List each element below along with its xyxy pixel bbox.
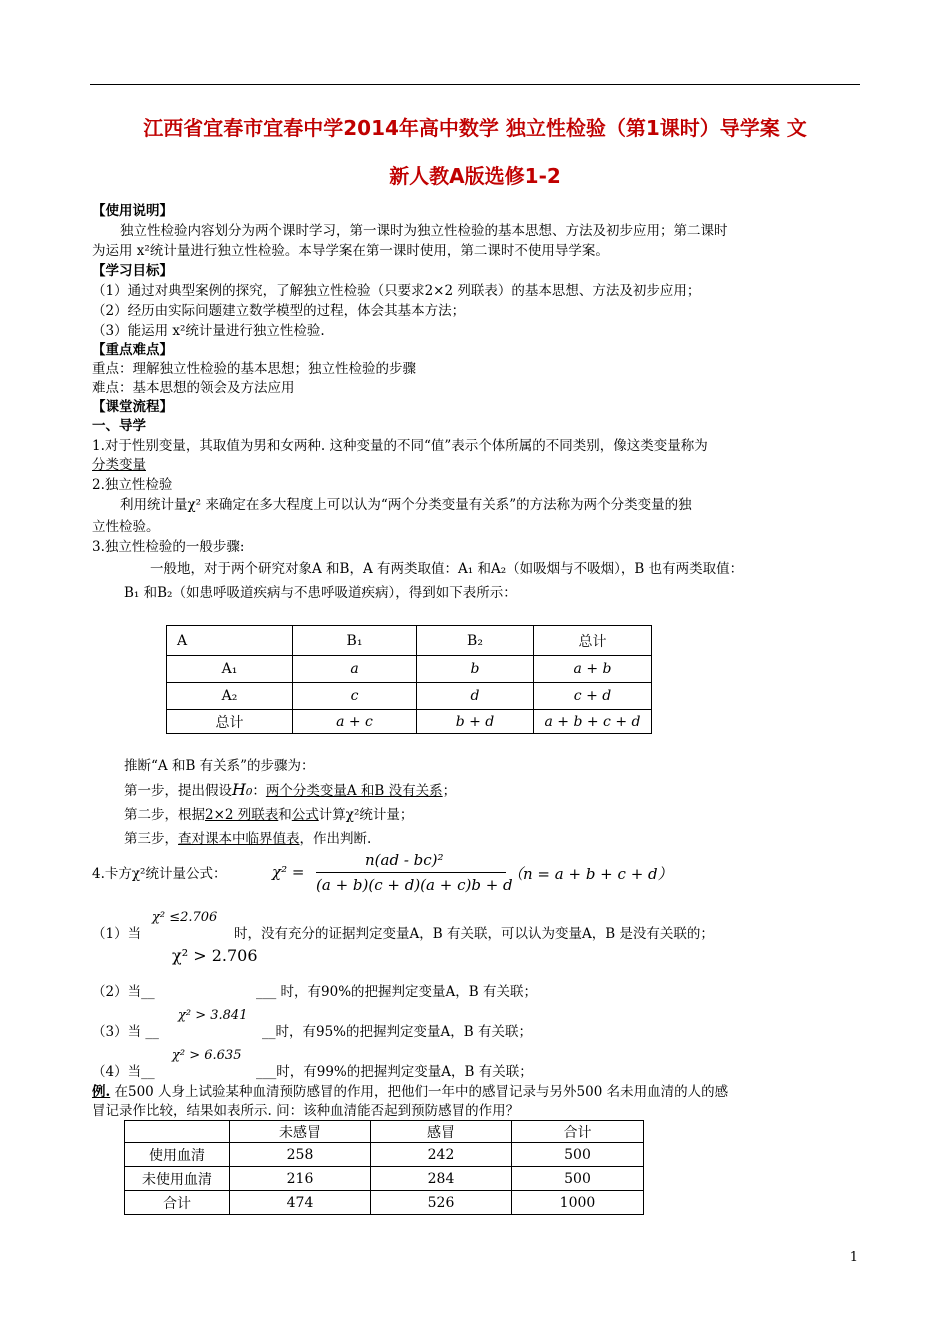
paragraph-1a: 1.对于性别变量，其取值为男和女两种. 这种变量的不同“值”表示个体所属的不同类别，像这类变量称为 xyxy=(92,438,708,454)
table-cell xyxy=(125,1121,230,1143)
key-point-2: 难点：基本思想的领会及方法应用 xyxy=(92,380,295,396)
step-1-colon: ： xyxy=(252,783,266,799)
key-header: 【重点难点】 xyxy=(92,342,173,358)
step-2 xyxy=(124,806,413,824)
case-4-expression: χ² > 6.635 xyxy=(172,1048,242,1063)
table-cell: a xyxy=(293,656,417,683)
table-cell: B₁ xyxy=(293,626,417,656)
case-1-text: 时，没有充分的证据判定变量A，B 有关联，可以认为变量A，B 是没有关联的； xyxy=(234,926,714,942)
table-row xyxy=(167,710,652,734)
usage-header: 【使用说明】 xyxy=(92,203,173,219)
table-cell: d xyxy=(417,683,534,710)
formula-lhs: χ² = xyxy=(272,863,305,881)
table-header-row xyxy=(125,1121,644,1143)
table-cell: 使用血清 xyxy=(125,1143,230,1167)
table-cell: b + d xyxy=(417,710,534,734)
table-cell: A xyxy=(167,626,293,656)
flow-header: 【课堂流程】 xyxy=(92,399,173,415)
case-1-expression: χ² ≤2.706 xyxy=(152,910,218,925)
table-cell: 合计 xyxy=(512,1121,644,1143)
table-cell: 1000 xyxy=(512,1191,644,1215)
step-2-and: 和 xyxy=(278,807,292,823)
table-cell: a + b xyxy=(534,656,652,683)
table-cell: 474 xyxy=(230,1191,371,1215)
step-3 xyxy=(124,830,371,848)
table-row xyxy=(125,1167,644,1191)
table-cell: A₁ xyxy=(167,656,293,683)
case-1-prefix: （1）当 xyxy=(92,926,142,942)
example-line-2: 冒记录作比较，结果如表所示. 问：该种血清能否起到预防感冒的作用？ xyxy=(92,1103,520,1119)
table-cell: 242 xyxy=(371,1143,512,1167)
serum-table xyxy=(124,1120,644,1215)
formula-label: 4.卡方χ²统计量公式： xyxy=(92,866,227,882)
case-2-text: ___ 时，有90%的把握判定变量A，B 有关联； xyxy=(256,984,538,1000)
page-number: 1 xyxy=(849,1250,858,1265)
step-2-formula-ref: 公式 xyxy=(291,807,319,823)
table-cell: 526 xyxy=(371,1191,512,1215)
table-row xyxy=(125,1191,644,1215)
step-1-prefix: 第一步，提出假设 xyxy=(124,783,232,799)
table-header-row xyxy=(167,626,652,656)
table-cell: 258 xyxy=(230,1143,371,1167)
paragraph-2: 2.独立性检验 xyxy=(92,477,173,493)
section-1-title: 一、导学 xyxy=(92,418,146,434)
paragraph-2a: 利用统计量χ² 来确定在多大程度上可以认为“两个分类变量有关系”的方法称为两个分类变量的独 xyxy=(120,497,692,513)
case-2-prefix: （2）当__ xyxy=(92,984,155,1000)
table-cell: B₂ xyxy=(417,626,534,656)
step-1 xyxy=(124,781,456,800)
table-cell: 未使用血清 xyxy=(125,1167,230,1191)
title-line-1: 江西省宜春市宜春中学2014年高中数学 独立性检验（第1课时）导学案 文 xyxy=(143,116,807,140)
step-3-prefix: 第三步， xyxy=(124,831,178,847)
table-cell: A₂ xyxy=(167,683,293,710)
case-1-large-expression: χ² > 2.706 xyxy=(172,946,258,965)
hypothesis-symbol: H₀ xyxy=(232,780,253,799)
table-cell: a + c xyxy=(293,710,417,734)
table-cell: b xyxy=(417,656,534,683)
goal-1: （1）通过对典型案例的探究，了解独立性检验（只要求2×2 列联表）的基本思想、方法及初步应用； xyxy=(92,283,701,299)
goal-3: （3）能运用 x²统计量进行独立性检验. xyxy=(92,323,325,339)
example-text-a: 在500 人身上试验某种血清预防感冒的作用，把他们一年中的感冒记录与另外500 名未用血清的人的感 xyxy=(110,1084,729,1100)
step-2-prefix: 第二步，根据 xyxy=(124,807,205,823)
goals-header: 【学习目标】 xyxy=(92,263,173,279)
table-cell: 总计 xyxy=(534,626,652,656)
paragraph-2b: 立性检验。 xyxy=(92,519,160,535)
paragraph-3b: B₁ 和B₂（如患呼吸道疾病与不患呼吸道疾病），得到如下表所示： xyxy=(124,585,517,601)
table-cell: 总计 xyxy=(167,710,293,734)
step-3-end: ，作出判断. xyxy=(299,831,372,847)
case-3-prefix: （3）当 __ xyxy=(92,1024,159,1040)
table-cell: 500 xyxy=(512,1143,644,1167)
step-1-hypothesis: 两个分类变量A 和B 没有关系 xyxy=(265,783,443,799)
formula-condition: （n = a + b + c + d） xyxy=(508,865,673,883)
step-2-end: 计算χ²统计量； xyxy=(318,807,414,823)
table-cell: a + b + c + d xyxy=(534,710,652,734)
example-label: 例. xyxy=(92,1084,111,1100)
goal-2: （2）经历由实际问题建立数学模型的过程，体会其基本方法； xyxy=(92,303,466,319)
table-cell: c xyxy=(293,683,417,710)
usage-text-1: 独立性检验内容划分为两个课时学习，第一课时为独立性检验的基本思想、方法及初步应用；第二课时 xyxy=(120,223,728,239)
case-4-prefix: （4）当__ xyxy=(92,1064,155,1080)
key-point-1: 重点：理解独立性检验的基本思想；独立性检验的步骤 xyxy=(92,361,416,377)
paragraph-3a: 一般地，对于两个研究对象A 和B，A 有两类取值：A₁ 和A₂（如吸烟与不吸烟），B 也有两类取值： xyxy=(150,561,744,577)
usage-text-2: 为运用 x²统计量进行独立性检验。本导学案在第一课时使用，第二课时不使用导学案。 xyxy=(92,243,609,259)
contingency-table xyxy=(166,625,652,734)
table-cell: 216 xyxy=(230,1167,371,1191)
title-line-2: 新人教A版选修1-2 xyxy=(389,164,561,188)
paragraph-1b: 分类变量 xyxy=(92,457,146,473)
table-row xyxy=(167,656,652,683)
step-3-lookup: 查对课本中临界值表 xyxy=(178,831,300,847)
table-cell: 合计 xyxy=(125,1191,230,1215)
infer-steps-intro: 推断“A 和B 有关系”的步骤为： xyxy=(124,758,315,774)
formula-fraction-bar xyxy=(316,872,506,873)
case-3-expression: χ² > 3.841 xyxy=(178,1008,248,1023)
step-2-table-ref: 2×2 列联表 xyxy=(205,807,279,823)
case-3-text: __时，有95%的把握判定变量A，B 有关联； xyxy=(262,1024,532,1040)
table-cell: 感冒 xyxy=(371,1121,512,1143)
table-row xyxy=(125,1143,644,1167)
formula-denominator: (a + b)(c + d)(a + c)b + d xyxy=(316,876,513,894)
table-cell: 500 xyxy=(512,1167,644,1191)
table-cell: 未感冒 xyxy=(230,1121,371,1143)
case-4-text: ___时，有99%的把握判定变量A，B 有关联； xyxy=(256,1064,533,1080)
step-1-end: ； xyxy=(442,783,457,799)
table-cell: 284 xyxy=(371,1167,512,1191)
table-cell: c + d xyxy=(534,683,652,710)
example-line-1 xyxy=(92,1083,728,1101)
formula-numerator: n(ad - bc)² xyxy=(365,851,444,869)
table-row xyxy=(167,683,652,710)
header-rule xyxy=(90,84,860,85)
paragraph-3: 3.独立性检验的一般步骤: xyxy=(92,539,245,555)
